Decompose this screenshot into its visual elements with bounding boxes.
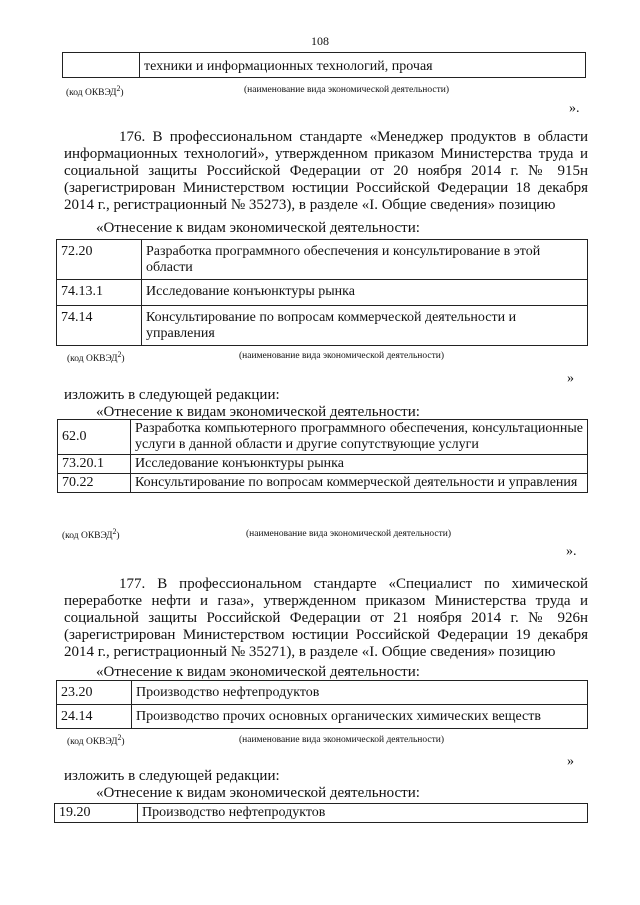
table-row (58, 420, 588, 455)
closing-quote: ». (566, 544, 577, 559)
okved-name-cell: Производство нефтепродуктов (138, 804, 588, 823)
okved-name-cell: Разработка программного обеспечения и консультирование в этой области (142, 240, 588, 280)
okved-name-cell: Разработка компьютерного программного обеспечения, консультационные услуги в данной области и другие сопутствующие услуги (131, 420, 588, 455)
top-okved-table (62, 52, 586, 78)
paragraph-177: 177. В профессиональном стандарте «Специалист по химической переработке нефти и газа», утвержденном приказом Министерства труда и социальной защиты Российской Федерации от 21 ноября 2014 г. № 926н (зарегистрирован Министерством юстиции Российской Федерации 19 декабря 2014 г., регистрационный № 35271), в разделе «I. Общие сведения» позицию (64, 576, 588, 660)
table-row (58, 474, 588, 493)
table-row (58, 455, 588, 474)
closing-quote: ». (569, 101, 580, 116)
caption-name: (наименование вида экономической деятельности) (239, 735, 444, 745)
table-row (57, 681, 588, 705)
okved-name-cell: Консультирование по вопросам коммерческой деятельности и управления (142, 306, 588, 346)
okved-code-cell: 72.20 (57, 240, 142, 280)
okved-table-177-new (54, 803, 588, 823)
table-row (57, 705, 588, 729)
okved-code-cell: 23.20 (57, 681, 132, 705)
table-row (57, 240, 588, 280)
okved-code-cell: 24.14 (57, 705, 132, 729)
restate-177: изложить в следующей редакции: (64, 768, 280, 784)
caption-name: (наименование вида экономической деятельности) (239, 351, 444, 361)
intro-176-new: «Отнесение к видам экономической деятельности: (96, 404, 420, 420)
okved-table-177-old (56, 680, 588, 729)
paragraph-176: 176. В профессиональном стандарте «Менеджер продуктов в области информационных технологий», утвержденном приказом Министерства труда и социальной защиты Российской Федерации от 20 ноября 2014 г. № 915н (зарегистрирован Министерством юстиции Российской Федерации 18 декабря 2014 г., регистрационный № 35273), в разделе «I. Общие сведения» позицию (64, 129, 588, 213)
okved-code-cell: 73.20.1 (58, 455, 131, 474)
table-row (55, 804, 588, 823)
closing-quote: » (567, 754, 574, 769)
okved-table-176-new (57, 419, 588, 493)
caption-code: (код ОКВЭД$^2$) (62, 527, 120, 542)
okved-name-cell: Исследование конъюнктуры рынка (142, 280, 588, 306)
table-row (57, 306, 588, 346)
okved-table-176-old (56, 239, 588, 346)
intro-177-new: «Отнесение к видам экономической деятельности: (96, 785, 420, 801)
okved-name-cell: техники и информационных технологий, прочая (140, 53, 586, 78)
caption-name: (наименование вида экономической деятельности) (246, 529, 451, 539)
restate-176: изложить в следующей редакции: (64, 387, 280, 403)
okved-code-cell: 74.14 (57, 306, 142, 346)
caption-code: (код ОКВЭД$^2$) (67, 733, 125, 748)
caption-code: (код ОКВЭД$^2$) (67, 350, 125, 365)
page-number: 108 (311, 34, 329, 48)
intro-177-old: «Отнесение к видам экономической деятельности: (96, 664, 420, 680)
okved-name-cell: Исследование конъюнктуры рынка (131, 455, 588, 474)
okved-name-cell: Производство нефтепродуктов (132, 681, 588, 705)
table-row (57, 280, 588, 306)
closing-quote: » (567, 371, 574, 386)
okved-code-cell: 62.0 (58, 420, 131, 455)
okved-code-cell: 19.20 (55, 804, 138, 823)
okved-name-cell: Производство прочих основных органических химических веществ (132, 705, 588, 729)
okved-name-cell: Консультирование по вопросам коммерческой деятельности и управления (131, 474, 588, 493)
okved-code-cell (63, 53, 140, 78)
okved-code-cell: 74.13.1 (57, 280, 142, 306)
okved-code-cell: 70.22 (58, 474, 131, 493)
caption-code: (код ОКВЭД$^2$) (66, 84, 124, 99)
intro-176-old: «Отнесение к видам экономической деятельности: (96, 220, 420, 236)
caption-name: (наименование вида экономической деятельности) (244, 85, 449, 95)
table-row (63, 53, 586, 78)
